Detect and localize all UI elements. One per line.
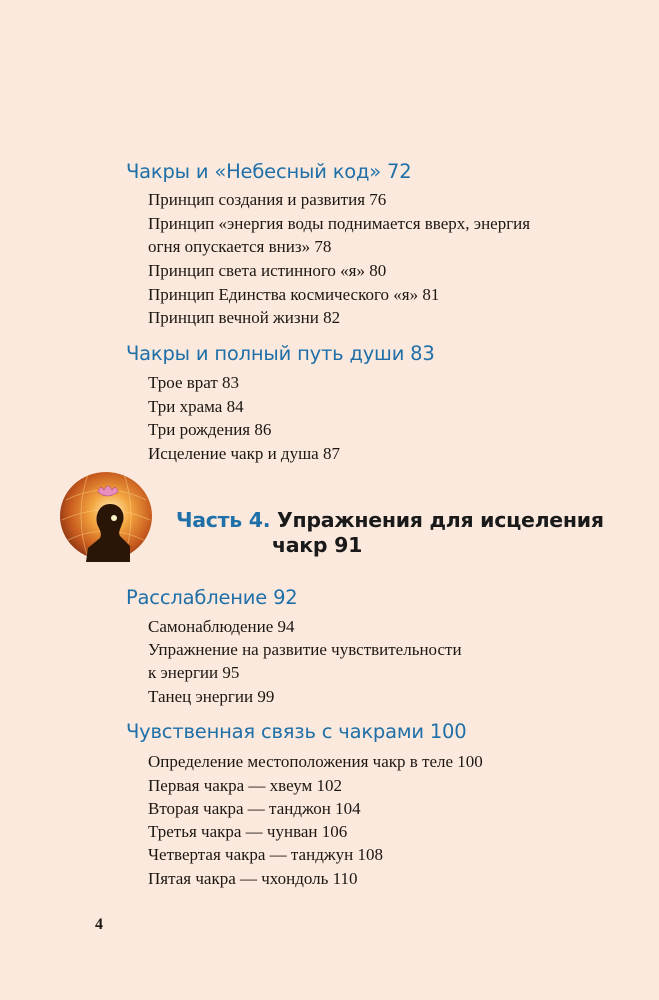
toc-entry: Три храма 84 (148, 397, 244, 416)
toc-entry: Принцип вечной жизни 82 (148, 308, 341, 327)
toc-entry: Принцип света истинного «я» 80 (148, 261, 387, 280)
section-title-full-path-of-soul: Чакры и полный путь души 83 (126, 342, 435, 365)
toc-entry: Принцип Единства космического «я» 81 (148, 285, 440, 304)
toc-entry: огня опускается вниз» 78 (148, 237, 332, 256)
toc-entry: Третья чакра — чунван 106 (148, 822, 348, 841)
toc-entry: Три рождения 86 (148, 420, 272, 439)
toc-entry: Трое врат 83 (148, 373, 240, 392)
toc-entry: Самонаблюдение 94 (148, 617, 295, 636)
toc-entry: Пятая чакра — чхондоль 110 (148, 869, 358, 888)
part-title-line1: Упражнения для исцеления (277, 508, 604, 532)
toc-entry: Танец энергии 99 (148, 687, 275, 706)
section-title-relaxation: Расслабление 92 (126, 586, 298, 609)
section-title-sensory-connection: Чувственная связь с чакрами 100 (126, 720, 467, 743)
toc-entry: Принцип создания и развития 76 (148, 190, 387, 209)
part-label: Часть 4. (176, 508, 271, 532)
toc-entry: Принцип «энергия воды поднимается вверх, энергия (148, 214, 531, 233)
page-number: 4 (95, 916, 103, 933)
toc-entry: Исцеление чакр и душа 87 (148, 444, 340, 463)
toc-entry: Определение местоположения чакр в теле 100 (148, 752, 483, 771)
part-heading (176, 505, 604, 535)
toc-entry: Первая чакра — хвеум 102 (148, 776, 342, 795)
toc-entry: Четвертая чакра — танджун 108 (148, 845, 383, 864)
section-title-chakras-heavenly-code: Чакры и «Небесный код» 72 (126, 160, 412, 183)
toc-entry: к энергии 95 (148, 663, 240, 682)
part-title-line2: чакр 91 (272, 533, 363, 557)
toc-entry: Вторая чакра — танджон 104 (148, 799, 361, 818)
meditating-figure-lotus-emblem-icon (58, 470, 154, 562)
toc-entry: Упражнение на развитие чувствительности (148, 640, 462, 659)
